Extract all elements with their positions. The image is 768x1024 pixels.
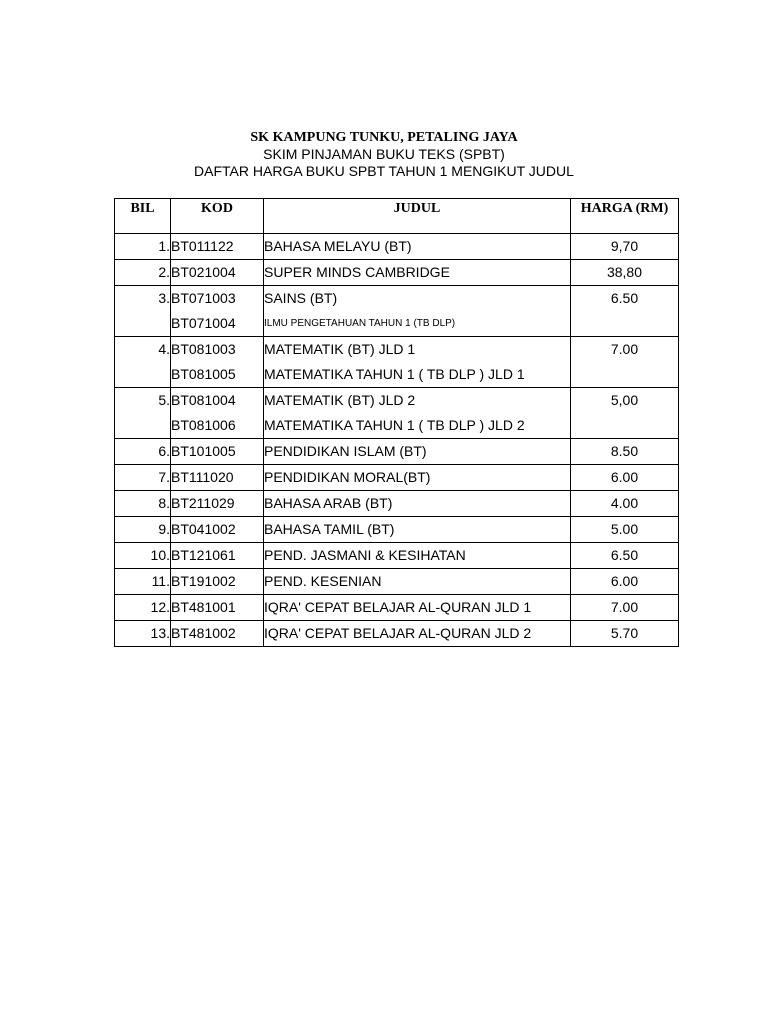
bil-cell [115, 337, 171, 388]
harga-cell [571, 595, 679, 621]
kod-cell [171, 234, 264, 260]
column-header-kod: KOD [171, 199, 264, 234]
bil-cell [115, 569, 171, 595]
table-row [115, 260, 679, 286]
bil-value: 1. [158, 238, 170, 254]
bil-cell [115, 621, 171, 647]
scheme-title: SKIM PINJAMAN BUKU TEKS (SPBT) [263, 146, 505, 162]
harga-cell [571, 621, 679, 647]
kod-cell [171, 286, 264, 337]
harga-value: 9,70 [610, 238, 639, 254]
harga-value: 7.00 [610, 341, 639, 357]
harga-value: 5.70 [610, 625, 639, 641]
judul-cell [264, 543, 571, 569]
harga-cell [571, 234, 679, 260]
judul-value: IQRA' CEPAT BELAJAR AL-QURAN JLD 2 [264, 625, 532, 641]
harga-cell [571, 286, 679, 337]
bil-cell [115, 491, 171, 517]
kod-value: BT011122 [171, 238, 234, 254]
table-row [115, 595, 679, 621]
bil-value: 2. [158, 264, 170, 280]
kod-value: BT481001 [171, 599, 236, 615]
table-row [115, 439, 679, 465]
judul-value: MATEMATIK (BT) JLD 1 [264, 341, 416, 357]
harga-cell [571, 388, 679, 439]
judul-value: BAHASA MELAYU (BT) [264, 238, 412, 254]
kod-cell [171, 543, 264, 569]
kod-value: BT481002 [171, 625, 236, 641]
judul-cell [264, 595, 571, 621]
kod-value: BT121061 [171, 547, 236, 563]
judul-cell [264, 465, 571, 491]
bil-cell [115, 286, 171, 337]
kod-value: BT081005 [171, 366, 236, 382]
bil-value: 5. [158, 392, 170, 408]
harga-value: 7.00 [610, 599, 639, 615]
table-row [115, 517, 679, 543]
harga-cell [571, 260, 679, 286]
judul-value: IQRA' CEPAT BELAJAR AL-QURAN JLD 1 [264, 599, 532, 615]
harga-value: 38,80 [606, 264, 643, 280]
document-header [0, 129, 768, 180]
table-row [115, 337, 679, 388]
bil-cell [115, 465, 171, 491]
column-header-bil: BIL [115, 199, 171, 234]
harga-value: 6.50 [610, 547, 639, 563]
kod-value: BT191002 [171, 573, 236, 589]
harga-value: 8.50 [610, 443, 639, 459]
bil-cell [115, 543, 171, 569]
judul-cell [264, 234, 571, 260]
judul-cell [264, 337, 571, 388]
kod-value: BT071003 [171, 290, 236, 306]
harga-value: 5,00 [610, 392, 639, 408]
harga-cell [571, 337, 679, 388]
list-title: DAFTAR HARGA BUKU SPBT TAHUN 1 MENGIKUT JUDUL [194, 163, 574, 179]
judul-cell [264, 621, 571, 647]
table-row [115, 491, 679, 517]
kod-cell [171, 491, 264, 517]
table-row [115, 621, 679, 647]
kod-value: BT081004 [171, 392, 236, 408]
bil-cell [115, 260, 171, 286]
kod-cell [171, 517, 264, 543]
table-row [115, 465, 679, 491]
judul-value: SAINS (BT) [264, 290, 338, 306]
price-table [114, 198, 679, 647]
kod-value: BT211029 [171, 495, 235, 511]
kod-value: BT081006 [171, 417, 236, 433]
bil-cell [115, 595, 171, 621]
kod-cell [171, 621, 264, 647]
bil-value: 3. [158, 290, 170, 306]
kod-cell [171, 465, 264, 491]
kod-cell [171, 569, 264, 595]
bil-cell [115, 439, 171, 465]
harga-cell [571, 439, 679, 465]
judul-cell [264, 286, 571, 337]
kod-value: BT081003 [171, 341, 236, 357]
bil-cell [115, 517, 171, 543]
bil-value: 13. [150, 625, 170, 641]
harga-value: 5.00 [610, 521, 639, 537]
bil-value: 10. [150, 547, 170, 563]
column-header-judul: JUDUL [264, 199, 571, 234]
judul-cell [264, 388, 571, 439]
judul-value: BAHASA ARAB (BT) [264, 495, 393, 511]
table-row [115, 569, 679, 595]
kod-cell [171, 439, 264, 465]
judul-value: PEND. JASMANI & KESIHATAN [264, 547, 466, 563]
kod-cell [171, 260, 264, 286]
table-header-row [115, 199, 679, 234]
judul-cell [264, 517, 571, 543]
harga-value: 6.00 [610, 573, 639, 589]
kod-cell [171, 388, 264, 439]
judul-value: PENDIDIKAN ISLAM (BT) [264, 443, 427, 459]
harga-value: 4.00 [610, 495, 639, 511]
bil-value: 8. [158, 495, 170, 511]
harga-cell [571, 465, 679, 491]
judul-value: MATEMATIKA TAHUN 1 ( TB DLP ) JLD 1 [264, 366, 525, 382]
kod-value: BT111020 [171, 469, 234, 485]
judul-value: ILMU PENGETAHUAN TAHUN 1 (TB DLP) [264, 318, 456, 329]
bil-value: 11. [151, 573, 170, 589]
judul-value: PEND. KESENIAN [264, 573, 382, 589]
harga-cell [571, 569, 679, 595]
table-row [115, 388, 679, 439]
judul-value: MATEMATIKA TAHUN 1 ( TB DLP ) JLD 2 [264, 417, 525, 433]
kod-value: BT041002 [171, 521, 236, 537]
judul-cell [264, 569, 571, 595]
harga-cell [571, 517, 679, 543]
harga-cell [571, 543, 679, 569]
kod-value: BT021004 [171, 264, 236, 280]
judul-cell [264, 491, 571, 517]
kod-value: BT101005 [171, 443, 236, 459]
table-row [115, 234, 679, 260]
table-body [115, 234, 679, 647]
bil-cell [115, 388, 171, 439]
judul-value: BAHASA TAMIL (BT) [264, 521, 395, 537]
school-name: SK KAMPUNG TUNKU, PETALING JAYA [250, 130, 518, 145]
table-row [115, 543, 679, 569]
harga-value: 6.00 [610, 469, 639, 485]
harga-cell [571, 491, 679, 517]
kod-cell [171, 337, 264, 388]
bil-cell [115, 234, 171, 260]
bil-value: 7. [158, 469, 170, 485]
bil-value: 6. [158, 443, 170, 459]
judul-value: PENDIDIKAN MORAL(BT) [264, 469, 431, 485]
bil-value: 9. [158, 521, 170, 537]
judul-cell [264, 439, 571, 465]
bil-value: 12. [150, 599, 170, 615]
kod-value: BT071004 [171, 315, 236, 331]
bil-value: 4. [158, 341, 170, 357]
column-header-harga: HARGA (RM) [571, 199, 679, 234]
judul-value: MATEMATIK (BT) JLD 2 [264, 392, 416, 408]
table-row [115, 286, 679, 337]
judul-cell [264, 260, 571, 286]
harga-value: 6.50 [610, 290, 639, 306]
judul-value: SUPER MINDS CAMBRIDGE [264, 264, 450, 280]
kod-cell [171, 595, 264, 621]
